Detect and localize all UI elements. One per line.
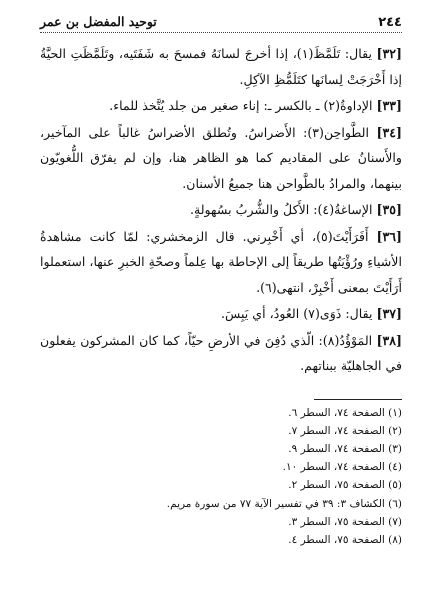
entry-text: المَوْؤُدُ(٨): الّذي دُفِنَ في الأرضِ حيّاً، كما كان المشركون يفعلون في الجاهليّة ببناتهم. — [40, 332, 402, 373]
entry-text: الإساغةُ(٤): الأَكلُ والشُّربُ بسُهولةٍ. — [189, 202, 373, 217]
entry-number: [٣٧] — [376, 306, 402, 321]
footnote: (٤) الصفحة ٧٤، السطر ١٠. — [282, 461, 402, 474]
glossary-entry — [40, 41, 402, 92]
glossary-entry — [40, 328, 402, 379]
footnote: (١) الصفحة ٧٤، السطر ٦. — [288, 406, 402, 419]
entry-text: الطَّواحِن(٣): الأَضراسُ. وتُطلق الأضراسُ غالباً على المآخير، والأَسنانُ على المقاديم كما هو الظاهر هنا، وإن لم يفرّق اللُّغويّون بينهما، والمرادُ بالطَّواحن هنا جميعُ الأسنان. — [40, 124, 402, 191]
glossary-entry — [40, 93, 402, 119]
entry-number: [٣٨] — [376, 332, 402, 348]
footnote: (٣) الصفحة ٧٤، السطر ٩. — [288, 442, 402, 455]
footnotes-list — [40, 404, 402, 550]
footnote: (٦) الكشاف ٣: ٣٩ في تفسير الآية ٧٧ من سورة مريم. — [166, 497, 402, 510]
footnote: (٧) الصفحة ٧٥، السطر ٣. — [288, 515, 402, 528]
entry-number: [٣٤] — [376, 124, 402, 140]
entry-number: [٣٦] — [376, 228, 402, 244]
glossary-entries — [40, 41, 402, 379]
footnote: (٢) الصفحة ٧٤، السطر ٧. — [288, 424, 402, 437]
entry-number: [٣٣] — [376, 98, 402, 113]
footnote-separator — [314, 399, 402, 400]
running-title: توحيد المفضل بن عمر — [40, 14, 157, 29]
glossary-entry — [40, 120, 402, 197]
footnote: (٨) الصفحة ٧٥، السطر ٤. — [288, 533, 402, 546]
glossary-entry — [40, 197, 402, 223]
glossary-entry — [40, 224, 402, 301]
footnote: (٥) الصفحة ٧٥، السطر ٢. — [288, 479, 402, 492]
entry-text: يقال: تَلَمَّظَ(١)، إذا أخرجَ لسانَهُ فمسحَ به شَفَتَيه، وتَلَمَّظَتِ الحيَّةُ إذا أَخْرَجَتْ لِسانَها كتَلَمُّظِ الآكِلِ. — [40, 46, 402, 87]
entry-text: يقال: ذَوَى(٧) العُودُ، أي يَبِسَ. — [220, 306, 373, 321]
entry-text: الإداوةُ(٢) ـ بالكسر ـ: إناء صغير من جلد يُتَّخذ للماء. — [109, 98, 373, 113]
entry-text: أَفَرَأَيْتَ(٥)، أي أَخْبِرني. قال الزمخشري: لمّا كانت مشاهدةُ الأشياءِ ورُؤْيَتُها طريقاً إلى الإحاطة بها عِلماً وصحّةِ الخبرِ عنها، استعملوا أَرَأَيْتَ بمعنى أَخْبِرْ، انتهى(٦). — [40, 228, 402, 295]
glossary-entry — [40, 301, 402, 327]
page-number: ٢٤٤ — [378, 15, 402, 30]
entry-number: [٣٥] — [376, 202, 402, 217]
page-header — [40, 14, 402, 33]
entry-number: [٣٢] — [376, 46, 402, 61]
